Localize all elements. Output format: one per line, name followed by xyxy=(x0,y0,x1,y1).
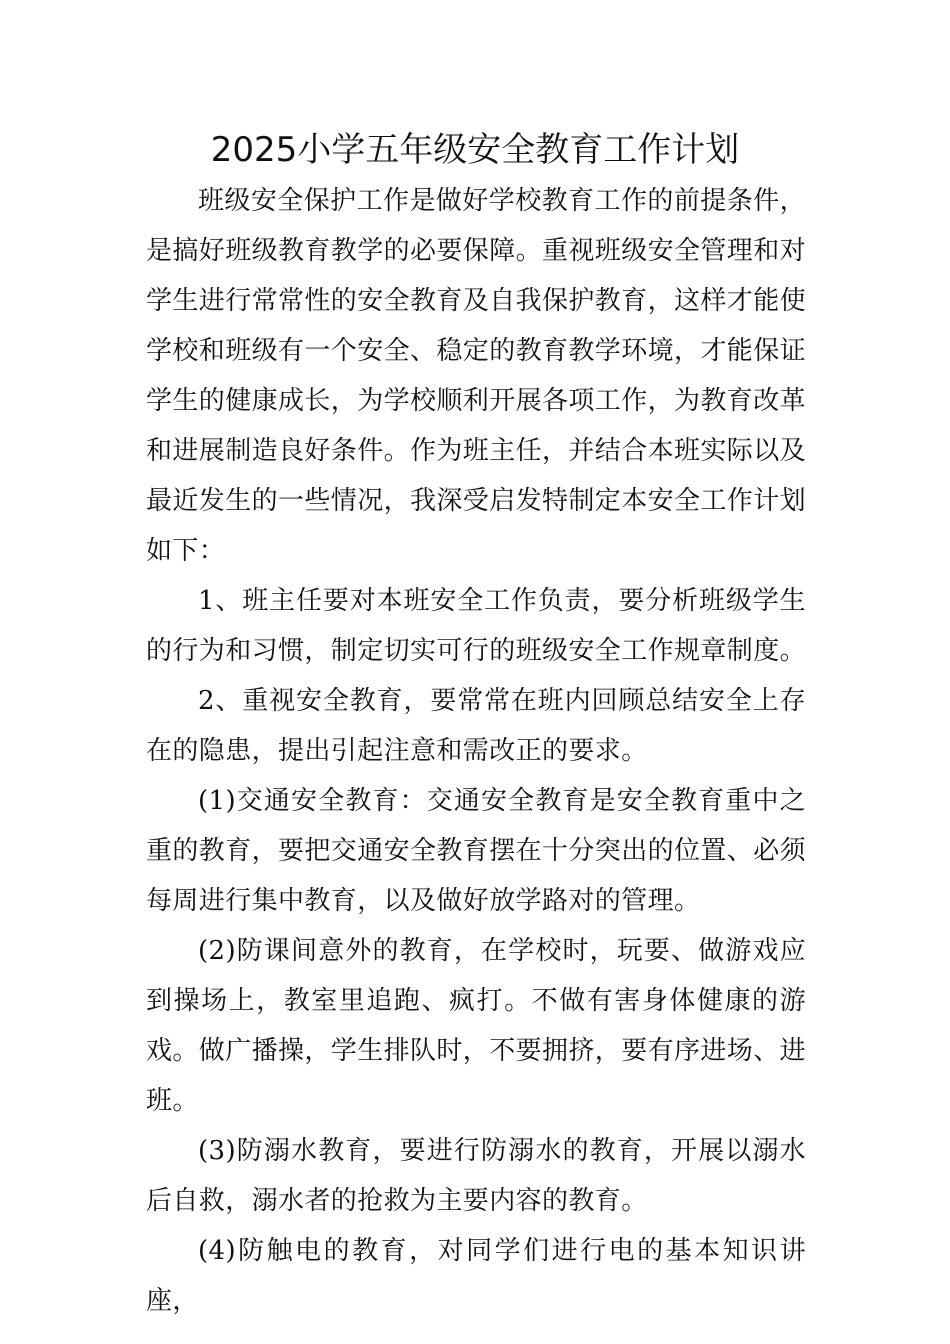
paragraph-item-2: 2、重视安全教育，要常常在班内回顾总结安全上存在的隐患，提出引起注意和需改正的要求。 xyxy=(146,686,806,766)
paragraph-drowning-prevention: (3)防溺水教育，要进行防溺水的教育，开展以溺水后自救，溺水者的抢救为主要内容的教育。 xyxy=(146,1136,806,1216)
paragraph-intro: 班级安全保护工作是做好学校教育工作的前提条件，是搞好班级教育教学的必要保障。重视班级安全管理和对学生进行常常性的安全教育及自我保护教育，这样才能使学校和班级有一个安全、稳定的教育教学环境，才能保证学生的健康成长，为学校顺利开展各项工作，为教育改革和进展制造良好条件。作为班主任，并结合本班实际以及最近发生的一些情况，我深受启发特制定本安全工作计划如下： xyxy=(146,186,807,566)
paragraph-electric-safety: (4)防触电的教育，对同学们进行电的基本知识讲座， xyxy=(146,1236,806,1316)
paragraph-traffic-safety: (1)交通安全教育：交通安全教育是安全教育重中之重的教育，要把交通安全教育摆在十分突出的位置、必须每周进行集中教育，以及做好放学路对的管理。 xyxy=(146,786,807,916)
paragraph-item-1: 1、班主任要对本班安全工作负责，要分析班级学生的行为和习惯，制定切实可行的班级安全工作规章制度。 xyxy=(146,586,807,666)
document-body xyxy=(146,176,806,1326)
paragraph-recess-safety: (2)防课间意外的教育，在学校时，玩要、做游戏应到操场上，教室里追跑、疯打。不做有害身体健康的游戏。做广播操，学生排队时，不要拥挤，要有序进场、进班。 xyxy=(146,936,807,1116)
document-title: 2025小学五年级安全教育工作计划 xyxy=(210,130,740,170)
